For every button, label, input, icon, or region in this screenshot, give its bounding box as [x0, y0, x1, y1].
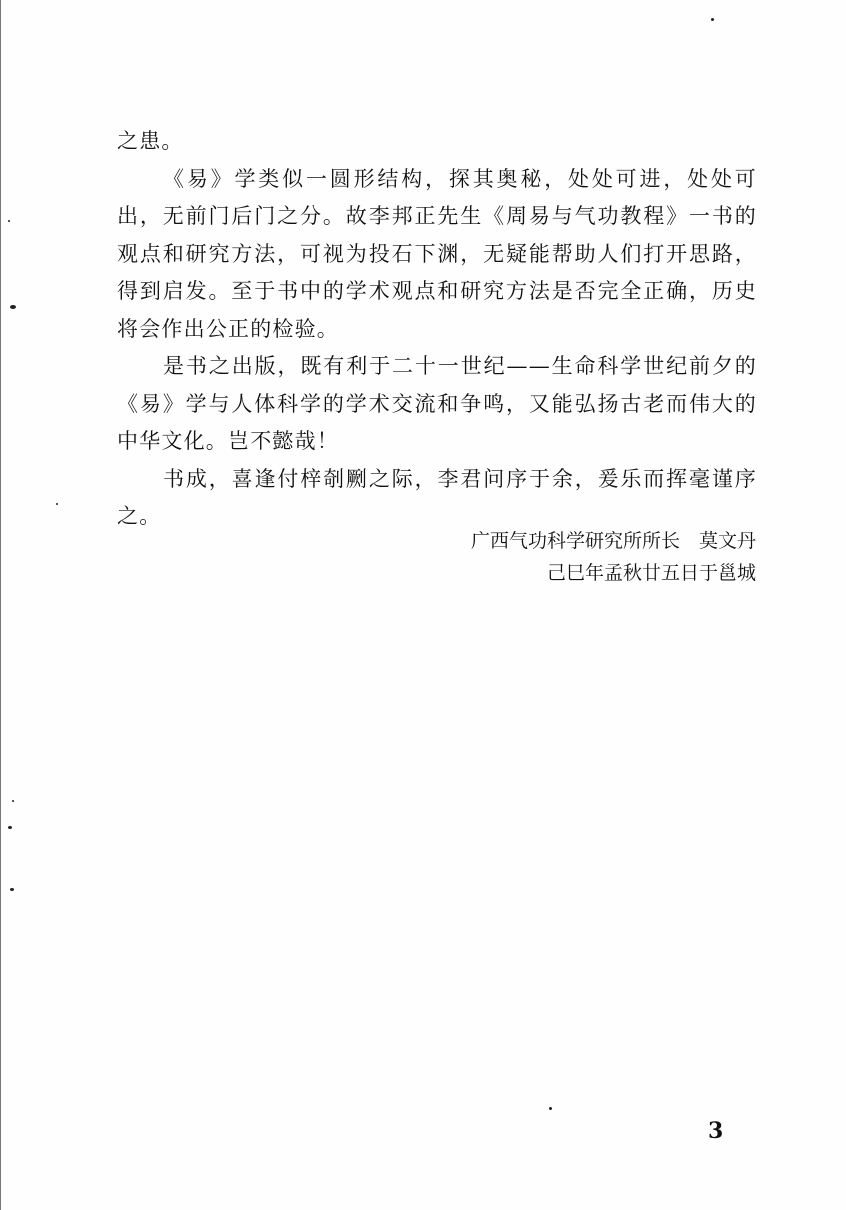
page-number: 3	[708, 1118, 724, 1144]
scan-speck	[10, 305, 16, 309]
preface-body	[117, 123, 757, 536]
scan-speck	[711, 18, 714, 21]
paragraph-closing: 书成，喜逢付梓剞劂之际，李君问序于余，爰乐而挥毫谨序之。	[117, 466, 757, 528]
scan-speck	[56, 503, 58, 505]
paragraph-yi-study: 《易》学类似一圆形结构，探其奥秘，处处可进，处处可出，无前门后门之分。故李邦正先生《周易与气功教程》一书的观点和研究方法，可视为投石下渊，无疑能帮助人们打开思路，得到启发。至于书中的学术观点和研究方法是否完全正确，历史将会作出公正的检验。	[117, 166, 757, 341]
paragraph-continuation: 之患。	[117, 129, 184, 153]
scan-speck	[8, 826, 12, 829]
scan-speck	[549, 1107, 552, 1110]
signature-author: 广西气功科学研究所所长 莫文丹	[470, 530, 756, 552]
scan-speck	[10, 888, 14, 891]
scan-speck	[12, 800, 14, 802]
signature-block	[471, 525, 756, 589]
signature-date: 己巳年孟秋廿五日于邕城	[546, 562, 756, 584]
page-edge	[0, 0, 1, 1210]
scan-speck	[8, 220, 10, 222]
paragraph-publication: 是书之出版，既有利于二十一世纪——生命科学世纪前夕的《易》学与人体科学的学术交流和争鸣，又能弘扬古老而伟大的中华文化。岂不懿哉！	[117, 354, 757, 453]
